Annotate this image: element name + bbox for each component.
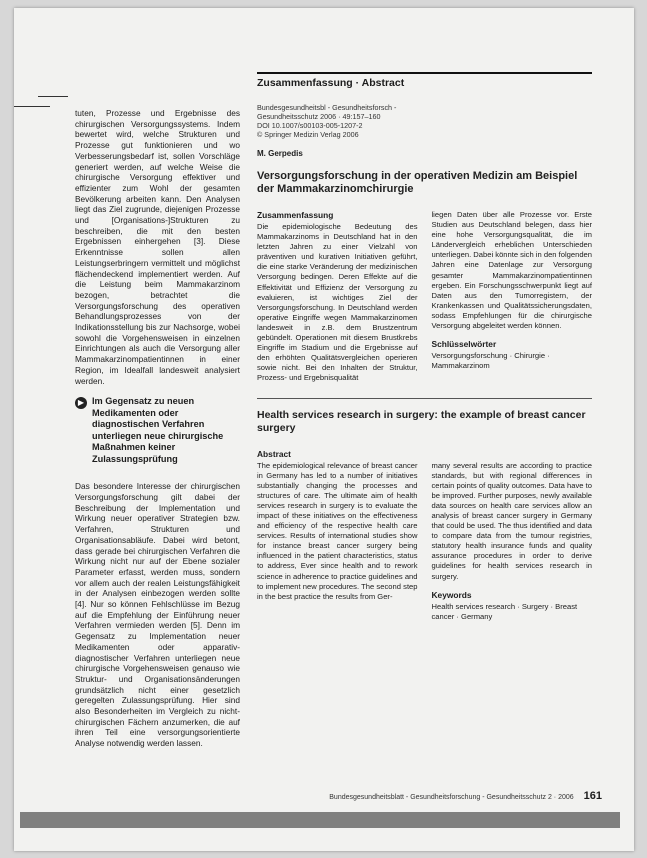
citation-line: © Springer Medizin Verlag 2006 (257, 130, 359, 139)
abstract-text: The epidemiological relevance of breast cancer in Germany has led to a number of initiatives substantially changing the processes and structures of care. The ultimate aim of health services research in surgery is to evaluate the impact of these initiatives on the effectiveness and efficiency of the respective health care services. Results of international studies show for instance breast cancer surgery being influenced in the patient characteristics, status to address, Ever since health and to rework science in adherence to practice guidelines and to implement new procedures. The second step in the best practice the results from Ger- (257, 460, 418, 601)
abstract-column (432, 449, 593, 622)
english-title: Health services research in surgery: the example of breast cancer surgery (257, 408, 586, 434)
abstract-heading: Abstract (257, 448, 291, 459)
footer-journal: Bundesgesundheitsblatt - Gesundheitsforschung - Gesundheitsschutz 2 · 2006 (329, 794, 574, 801)
pull-quote (75, 396, 240, 465)
left-column (75, 108, 240, 755)
abstract-column (257, 210, 418, 384)
citation-line: DOI 10.1007/s00103-005-1207-2 (257, 121, 363, 130)
margin-rule (38, 96, 68, 97)
author-name: M. Gerpedis (257, 149, 303, 158)
abstract-column (432, 210, 593, 384)
header-rule (257, 72, 592, 74)
german-abstract (257, 210, 592, 384)
abstract-column (257, 449, 418, 622)
german-title: Versorgungsforschung in der operativen Medizin am Beispiel der Mammakarzinomchirurgie (257, 170, 578, 195)
section-header: Zusammenfassung · Abstract (257, 77, 405, 89)
schluesselwoerter-heading: Schlüsselwörter (431, 339, 497, 350)
citation-block (257, 103, 592, 139)
keywords-text: Health services research · Surgery · Breast cancer · Germany (431, 601, 578, 621)
schluesselwoerter-text: Versorgungsforschung · Chirurgie · Mammakarzinom (431, 351, 550, 371)
zusammenfassung-text: Die epidemiologische Bedeutung des Mammakarzinoms in Deutschland hat in den letzten Jahren zu einer Vielzahl von präventiven und kurativen Initiativen geführt, die eine starke Veränderung der medizinischen Versorgung bedingen. Deren Effekte auf die Effektivität und Effizienz der Versorgung zu evaluieren, ist wichtiges Ziel der Versorgungsforschung. In Deutschland werden operative Eingriffe wegen Mammakarzinomen landesweit in z.B. dem Brustzentrum gebündelt. Operationen mit diesem Brustkrebs Eingriffe im Stadium und die Ergebnisse auf den erhöhten Qualitätsvergleichen operieren sowie nicht. Bei den Inhalten der Struktur, Prozess- und Ergebnisqualität (257, 222, 418, 383)
section-divider (257, 398, 592, 399)
citation-line: Gesundheitsschutz 2006 · 49:157–160 (257, 112, 381, 121)
scan-shadow (20, 812, 620, 828)
page-number: 161 (583, 790, 602, 802)
body-paragraph: tuten, Prozesse und Ergebnisse des chirurgischen Versorgungssystems. Indem bewertet wird, welche Strukturen und Prozesse gut funktionieren und wo Verbesserungsbedarf ist, sollen Vorschläge generiert werden, auf welche Weise die chirurgische Versorgung effektiver und effizienter zum Wohl der gesamten Bevölkerung arbeiten kann. Den Analysen liegt das Ziel zugrunde, diejenigen Prozesse und [Organisations-]Strukturen zu beschreiben, die mit den besten Ergebnissen einhergehen [3]. Diese Erkenntnisse sollen allen Leistungserbringern vermittelt und möglichst flächendeckend implementiert werden. Auf die Leistung beim Mammakarzinom bezogen, betrachtet die Versorgungsforschung des operativen Behandlungsprozesses von der Indikationsstellung bis zur Nachsorge, wobei sowohl die Vorgehensweisen in einzelnen Einrichtungen als auch die Versorgung aller Mammakarzinompatientinnen in einer Region, im Idealfall landesweit analysiert werden. (75, 108, 240, 386)
body-paragraph: Das besondere Interesse der chirurgischen Versorgungsforschung gilt dabei der Beschreibung der Implementation und Wirkung neuer operativer Strategien bzw. Verfahren, Strukturen und Organisationsabläufe. Dabei wird betont, dass gerade bei chirurgischen Verfahren die Wirkung nicht nur auf der Ebene sozialer Parameter erfasst, werden muss, sondern vor allem auch der realen Leistungsfähigkeit in der Analysen einbezogen werden sollte [4]. Nur so können Fehlschlüsse im Bezug auf die Empfehlung der Einführung neuer Verfahren vermieden werden [5]. Denn im Gegensatz zu Implementation neuer Medikamenten oder apparativ-diagnostischer Verfahren unterliegen neue chirurgische Vorgehensweisen genauso wie Struktur- und Organisationsänderungen grundsätzlich nicht einer gesetzlich geregelten Zulassungsprüfung. Hier sind also Besonderheiten im Vergleich zu nicht-chirurgischen Fächern anzumerken, die auf ihren Teil eine versorgungsorientierte Analyse notwendig werden lassen. (75, 481, 240, 749)
keywords-heading: Keywords (431, 589, 472, 600)
journal-page (14, 8, 634, 851)
zusammenfassung-heading: Zusammenfassung (257, 210, 334, 220)
english-abstract (257, 449, 592, 622)
zusammenfassung-text-continued: liegen Daten über alle Prozesse vor. Erste Studien aus Deutschland belegen, dass hier eine hohe Versorgungsqualität, die im Ländervergleich erheblichen Unterschieden unterliegen. Dabei könnte sich in den folgenden Jahren eine Datenlage zur Versorgung gesamter Mammakarzinompatientinnen ergeben. Ein Forschungsschwerpunkt liegt auf Daten aus den Tumorregistern, der Krankenkassen und Qualitätssicherungsdaten, sodass Empfehlungen für die chirurgische Versorgung abgeleitet werden können. (431, 210, 592, 331)
abstract-text-continued: many several results are according to practice standards, but with regional differences in certain points of quality outcomes. Data have to be improved. Further purposes, newly available data sources on health care services allow an analysis of breast cancer surgery in Germany that could be used. The thus identified and data to compare data from the tumour registries, statutory health insurance funds and quality assurance procedures in order to derive guidelines for health services research in surgery. (431, 460, 592, 581)
arrow-right-icon: ▶ (75, 397, 87, 409)
abstract-section (257, 72, 592, 622)
page-footer (282, 790, 602, 802)
margin-rule (14, 106, 50, 107)
citation-line: Bundesgesundheitsbl - Gesundheitsforsch - (257, 103, 397, 112)
pull-quote-text: Im Gegensatz zu neuen Medikamenten oder diagnostischen Verfahren unterliegen neue chirurgische Maßnahmen keiner Zulassungsprüfung (92, 396, 224, 464)
